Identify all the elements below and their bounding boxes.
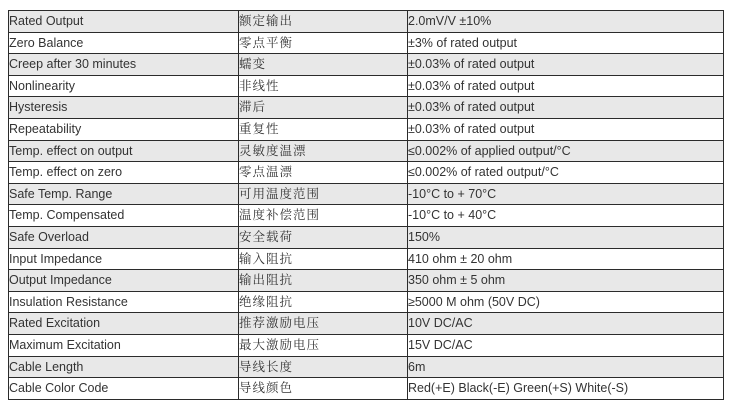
spec-name-en: Safe Overload — [9, 226, 239, 248]
table-row — [9, 248, 724, 270]
table-row — [9, 270, 724, 292]
spec-name-en: Nonlinearity — [9, 75, 239, 97]
spec-name-zh: 导线颜色 — [239, 378, 408, 400]
table-row — [9, 162, 724, 184]
table-row — [9, 11, 724, 33]
spec-name-zh: 输入阻抗 — [239, 248, 408, 270]
table-row — [9, 118, 724, 140]
spec-value: -10°C to + 70°C — [408, 183, 724, 205]
spec-table — [8, 10, 724, 400]
spec-name-en: Cable Color Code — [9, 378, 239, 400]
spec-name-zh: 额定输出 — [239, 11, 408, 33]
spec-value: 410 ohm ± 20 ohm — [408, 248, 724, 270]
spec-value: ±0.03% of rated output — [408, 97, 724, 119]
spec-name-zh: 导线长度 — [239, 356, 408, 378]
spec-name-en: Temp. effect on output — [9, 140, 239, 162]
table-row — [9, 226, 724, 248]
table-row — [9, 291, 724, 313]
spec-name-zh: 温度补偿范围 — [239, 205, 408, 227]
spec-value: 6m — [408, 356, 724, 378]
table-row — [9, 54, 724, 76]
spec-name-en: Rated Output — [9, 11, 239, 33]
spec-name-zh: 灵敏度温漂 — [239, 140, 408, 162]
spec-value: ±0.03% of rated output — [408, 75, 724, 97]
spec-value: 150% — [408, 226, 724, 248]
spec-name-en: Rated Excitation — [9, 313, 239, 335]
spec-name-zh: 可用温度范围 — [239, 183, 408, 205]
spec-name-zh: 最大激励电压 — [239, 334, 408, 356]
spec-name-en: Cable Length — [9, 356, 239, 378]
spec-value: ±3% of rated output — [408, 32, 724, 54]
spec-value: -10°C to + 40°C — [408, 205, 724, 227]
spec-name-zh: 重复性 — [239, 118, 408, 140]
table-row — [9, 334, 724, 356]
spec-name-en: Creep after 30 minutes — [9, 54, 239, 76]
spec-value: ±0.03% of rated output — [408, 118, 724, 140]
spec-value: ≤0.002% of applied output/°C — [408, 140, 724, 162]
table-row — [9, 140, 724, 162]
spec-value: ≤0.002% of rated output/°C — [408, 162, 724, 184]
spec-value: ±0.03% of rated output — [408, 54, 724, 76]
spec-value: Red(+E) Black(-E) Green(+S) White(-S) — [408, 378, 724, 400]
spec-name-en: Temp. Compensated — [9, 205, 239, 227]
spec-name-en: Insulation Resistance — [9, 291, 239, 313]
table-row — [9, 205, 724, 227]
spec-name-zh: 零点温漂 — [239, 162, 408, 184]
spec-name-zh: 滞后 — [239, 97, 408, 119]
table-row — [9, 378, 724, 400]
spec-name-en: Output Impedance — [9, 270, 239, 292]
table-row — [9, 97, 724, 119]
spec-value: ≥5000 M ohm (50V DC) — [408, 291, 724, 313]
spec-value: 350 ohm ± 5 ohm — [408, 270, 724, 292]
spec-name-zh: 非线性 — [239, 75, 408, 97]
table-row — [9, 32, 724, 54]
spec-name-en: Maximum Excitation — [9, 334, 239, 356]
spec-name-zh: 推荐激励电压 — [239, 313, 408, 335]
spec-name-zh: 输出阻抗 — [239, 270, 408, 292]
table-row — [9, 313, 724, 335]
spec-name-en: Zero Balance — [9, 32, 239, 54]
spec-name-en: Input Impedance — [9, 248, 239, 270]
table-row — [9, 183, 724, 205]
spec-name-zh: 绝缘阻抗 — [239, 291, 408, 313]
spec-name-en: Repeatability — [9, 118, 239, 140]
spec-name-zh: 零点平衡 — [239, 32, 408, 54]
spec-name-zh: 蠕变 — [239, 54, 408, 76]
spec-name-en: Temp. effect on zero — [9, 162, 239, 184]
table-row — [9, 75, 724, 97]
spec-value: 15V DC/AC — [408, 334, 724, 356]
spec-value: 10V DC/AC — [408, 313, 724, 335]
spec-name-zh: 安全载荷 — [239, 226, 408, 248]
spec-name-en: Hysteresis — [9, 97, 239, 119]
spec-value: 2.0mV/V ±10% — [408, 11, 724, 33]
spec-name-en: Safe Temp. Range — [9, 183, 239, 205]
table-row — [9, 356, 724, 378]
